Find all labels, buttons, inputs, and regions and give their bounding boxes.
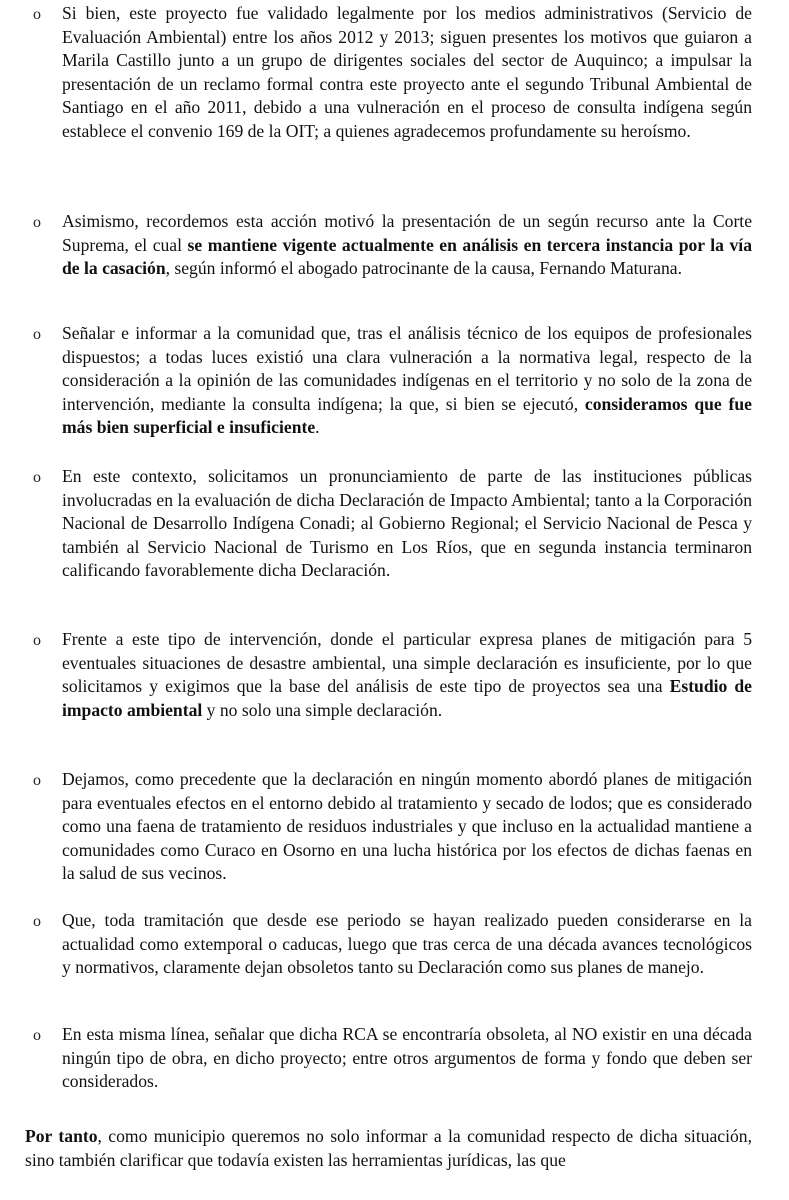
text-run: En esta misma línea, señalar que dicha RCA se encontraría obsoleta, al NO existir en una década ningún tipo de obra, en dicho proyecto; entre otros argumentos de forma y fondo que deben ser considerados. [62, 1024, 752, 1092]
text-run: Asimismo, recordemos esta acción motivó la presentación de un según recurso ante la Corte Suprema, el cual [62, 211, 752, 255]
text-run: En este contexto, solicitamos un pronunciamiento de parte de las instituciones públicas involucradas en la evaluación de dicha Declaración de Impacto Ambiental; tanto a la Corporación Nacional de Desarrollo Indígena Conadi; al Gobierno Regional; el Servicio Nacional de Pesca y también al Servicio Nacional de Turismo en Los Ríos, que en segunda instancia terminaron calificando favorablemente dicha Declaración. [62, 466, 752, 581]
text-run: y no solo una simple declaración. [202, 699, 443, 720]
bold-text-run: se mantiene vigente actualmente en análisis en tercera instancia por la vía de la casación [62, 234, 752, 279]
closing-paragraph [25, 1125, 752, 1172]
text-run: Señalar e informar a la comunidad que, tras el análisis técnico de los equipos de profesionales dispuestos; a todas luces existió una clara vulneración a la normativa legal, respecto de la consideración a la opinión de las comunidades indígenas en el territorio y no solo de la zona de intervención, mediante la consulta indígena; la que, si bien se ejecutó, [62, 323, 752, 414]
paragraph-text [62, 322, 752, 440]
bullet-marker: o [33, 214, 41, 231]
paragraph-text [62, 210, 752, 281]
text-run: Si bien, este proyecto fue validado legalmente por los medios administrativos (Servicio de Evaluación Ambiental) entre los años 2012 y 2013; siguen presentes los motivos que guiaron a Marila Castillo junto a un grupo de dirigentes sociales del sector de Auquinco; a impulsar la presentación de un reclamo formal contra este proyecto ante el segundo Tribunal Ambiental de Santiago en el año 2011, debido a una vulneración en el proceso de consulta indígena según establece el convenio 169 de la OIT; a quienes agradecemos profundamente su heroísmo. [62, 3, 752, 141]
bold-text-run: consideramos que fue más bien superficial e insuficiente [62, 393, 752, 438]
bold-text-run: Estudio de impacto ambiental [62, 676, 752, 720]
paragraph-text [62, 465, 752, 583]
text-run: Que, toda tramitación que desde ese periodo se hayan realizado pueden considerarse en la actualidad como extemporal o caducas, luego que tras cerca de una década avances tecnológicos y normativos, claramente dejan obsoletos tanto su Declaración como sus planes de manejo. [62, 910, 752, 978]
paragraph-text [62, 2, 752, 144]
paragraph-text [62, 768, 752, 886]
bullet-marker: o [33, 632, 41, 649]
text-run: . [315, 417, 320, 438]
bullet-marker: o [33, 772, 41, 789]
text-run: Dejamos, como precedente que la declaración en ningún momento abordó planes de mitigación para eventuales efectos en el entorno debido al tratamiento y secado de lodos; que es considerado como una faena de tratamiento de residuos industriales y que incluso en la actualidad mantiene a comunidades como Curaco en Osorno en una lucha histórica por los efectos de dichas faenas en la salud de sus vecinos. [62, 769, 752, 884]
bullet-marker: o [33, 326, 41, 343]
bullet-marker: o [33, 469, 41, 486]
bold-text-run: Por tanto [25, 1126, 98, 1146]
bullet-marker: o [33, 913, 41, 930]
text-run: , según informó el abogado patrocinante de la causa, Fernando Maturana. [165, 258, 682, 279]
text-run: , como municipio queremos no solo informar a la comunidad respecto de dicha situación, sino también clarificar que todavía existen las herramientas jurídicas, las que [25, 1126, 753, 1170]
paragraph-text [62, 628, 752, 722]
paragraph-text [62, 909, 752, 980]
bullet-marker: o [33, 1027, 41, 1044]
paragraph-text [62, 1023, 752, 1094]
text-run: Frente a este tipo de intervención, donde el particular expresa planes de mitigación para 5 eventuales situaciones de desastre ambiental, una simple declaración es insuficiente, por lo que solicitamos y exigimos que la base del análisis de este tipo de proyectos sea una [62, 629, 752, 697]
bullet-marker: o [33, 6, 41, 23]
